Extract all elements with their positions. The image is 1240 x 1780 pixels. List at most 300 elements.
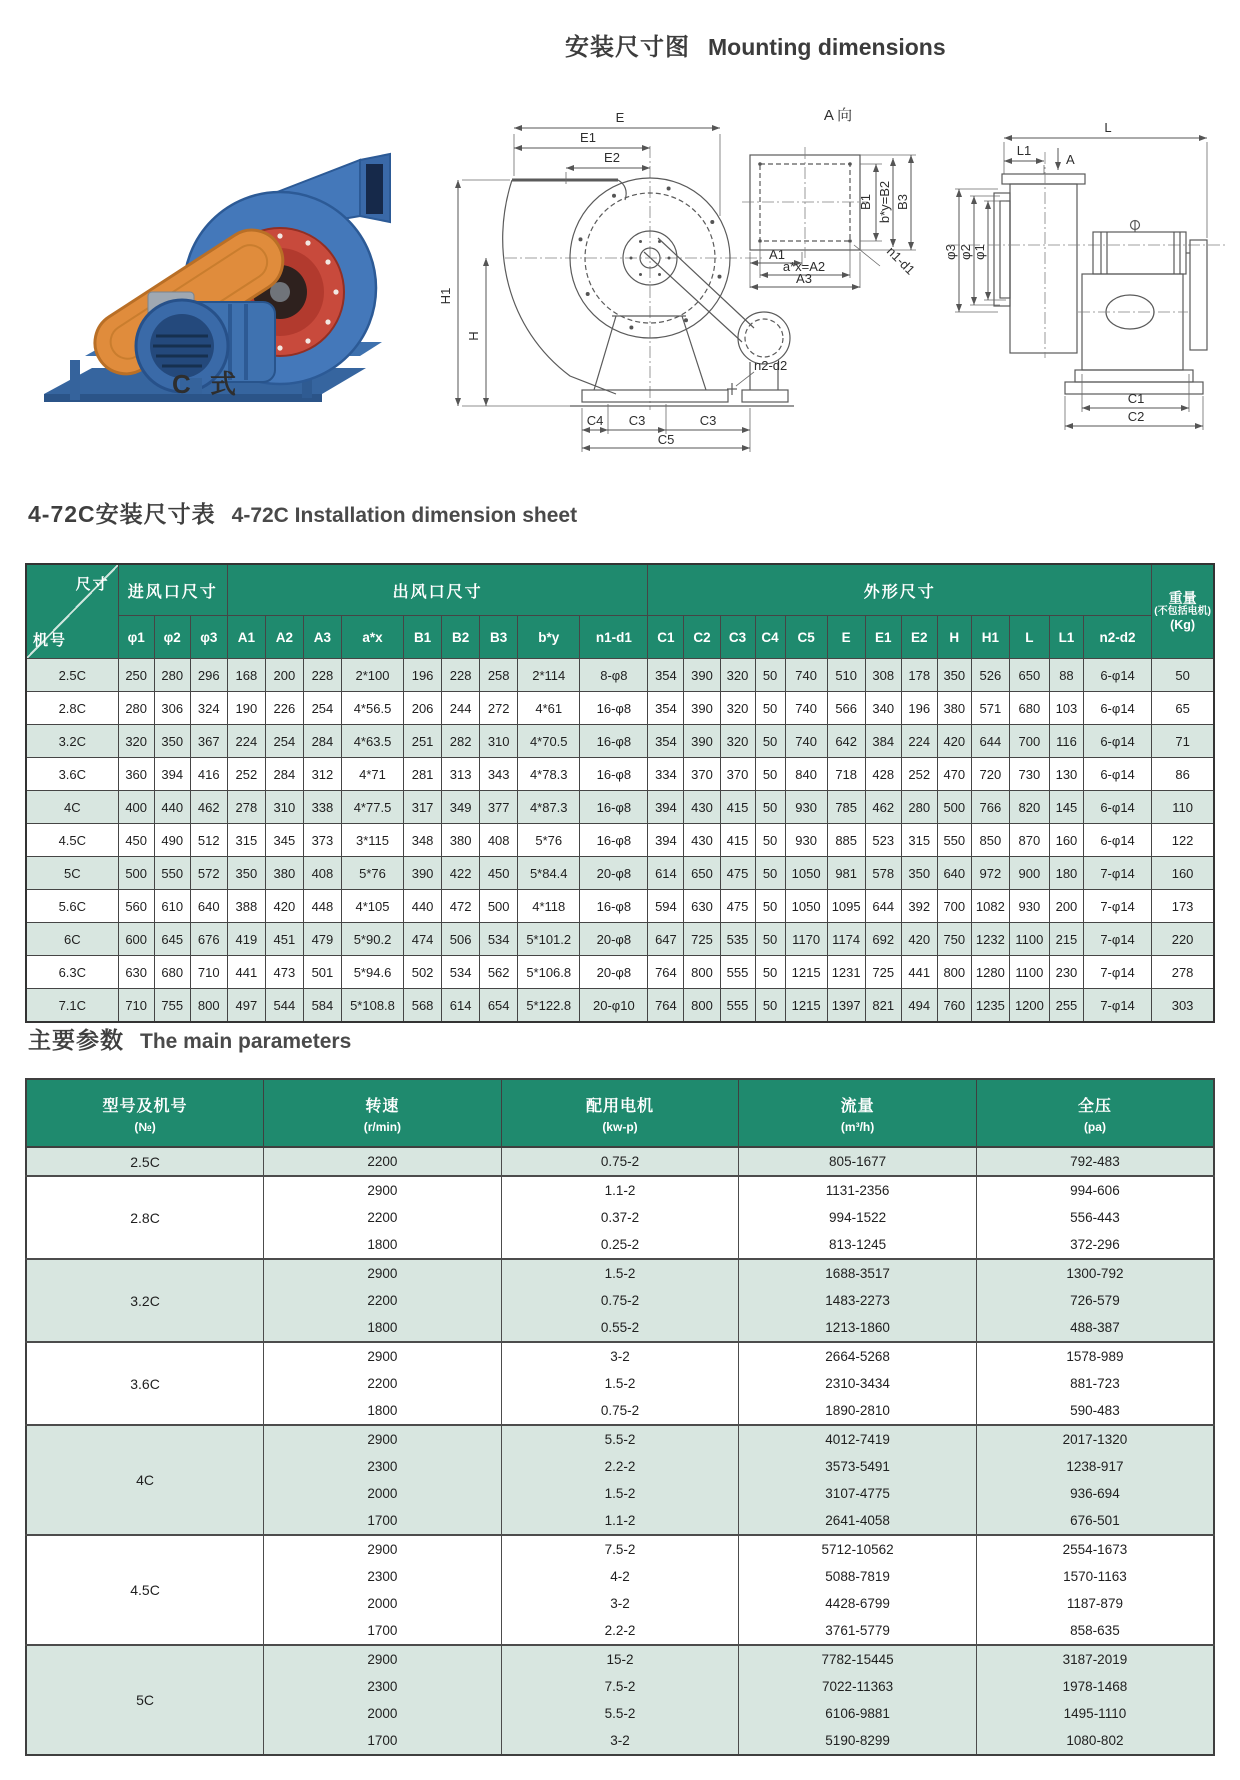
param-value-cell: 1570-1163 xyxy=(976,1563,1214,1590)
param-header-pressure xyxy=(976,1079,1214,1147)
dim-row-3.2C xyxy=(26,725,1214,758)
param-value-cell: 7782-15445 xyxy=(739,1645,977,1673)
dim-value-cell: 220 xyxy=(1152,923,1214,956)
dim-label-e2: E2 xyxy=(604,150,620,165)
dim-label-n1-d1: n1-d1 xyxy=(883,243,918,278)
dim-col-header: A1 xyxy=(227,616,265,659)
param-value-cell: 4-2 xyxy=(501,1563,739,1590)
param-table-title xyxy=(28,1022,351,1055)
rear-view-drawing xyxy=(930,90,1240,440)
param-value-cell: 2200 xyxy=(264,1204,502,1231)
param-value-cell: 7.5-2 xyxy=(501,1535,739,1563)
dim-value-cell: 50 xyxy=(755,824,785,857)
param-value-cell: 4428-6799 xyxy=(739,1590,977,1617)
dim-value-cell: 50 xyxy=(1152,659,1214,692)
dim-value-cell: 644 xyxy=(971,725,1009,758)
dim-label-h1: H1 xyxy=(438,287,453,305)
param-row-3.2C xyxy=(26,1259,1214,1287)
dim-group-outline: 外形尺寸 xyxy=(648,564,1152,616)
dim-label-c2: C2 xyxy=(1127,409,1145,424)
dim-value-cell: 710 xyxy=(190,956,227,989)
param-value-cell: 2000 xyxy=(264,1480,502,1507)
param-value-cell: 2900 xyxy=(264,1259,502,1287)
param-value-cell: 1978-1468 xyxy=(976,1673,1214,1700)
dim-value-cell: 2*114 xyxy=(518,659,580,692)
dim-value-cell: 560 xyxy=(118,890,154,923)
dim-value-cell: 755 xyxy=(154,989,190,1023)
dim-col-header: C5 xyxy=(785,616,827,659)
dim-value-cell: 562 xyxy=(480,956,518,989)
dim-value-cell: 306 xyxy=(154,692,190,725)
dim-value-cell: 200 xyxy=(1049,890,1083,923)
dim-value-cell: 16-φ8 xyxy=(580,725,648,758)
dim-label-l1: L1 xyxy=(1016,143,1032,158)
dim-value-cell: 367 xyxy=(190,725,227,758)
dim-value-cell: 614 xyxy=(442,989,480,1023)
dim-table-body xyxy=(26,659,1214,1023)
param-value-cell: 1.5-2 xyxy=(501,1370,739,1397)
param-value-cell: 0.37-2 xyxy=(501,1204,739,1231)
dim-value-cell: 400 xyxy=(118,791,154,824)
dim-value-cell: 500 xyxy=(118,857,154,890)
dim-value-cell: 228 xyxy=(442,659,480,692)
dim-model-cell: 5.6C xyxy=(26,890,118,923)
dim-value-cell: 278 xyxy=(1152,956,1214,989)
param-value-cell: 2900 xyxy=(264,1535,502,1563)
param-model-cell: 3.2C xyxy=(26,1259,264,1342)
dim-value-cell: 1280 xyxy=(971,956,1009,989)
param-value-cell: 1800 xyxy=(264,1397,502,1425)
dim-table-title-en: 4-72C Installation dimension sheet xyxy=(231,504,578,527)
dim-row-5.6C xyxy=(26,890,1214,923)
param-header-pressure-zh: 全压 xyxy=(1077,1097,1112,1115)
dim-value-cell: 384 xyxy=(865,725,901,758)
dim-value-cell: 566 xyxy=(827,692,865,725)
dim-value-cell: 394 xyxy=(648,824,684,857)
dim-value-cell: 900 xyxy=(1009,857,1049,890)
dim-value-cell: 475 xyxy=(720,857,755,890)
param-value-cell: 2641-4058 xyxy=(739,1507,977,1535)
dim-row-4C xyxy=(26,791,1214,824)
dim-label-b3: B3 xyxy=(895,194,910,210)
dim-value-cell: 110 xyxy=(1152,791,1214,824)
dim-corner-bottom: 机号 xyxy=(33,632,68,649)
dim-value-cell: 50 xyxy=(755,923,785,956)
dim-value-cell: 200 xyxy=(265,659,303,692)
dim-value-cell: 710 xyxy=(118,989,154,1023)
dim-value-cell: 534 xyxy=(480,923,518,956)
dim-value-cell: 340 xyxy=(865,692,901,725)
dim-value-cell: 88 xyxy=(1049,659,1083,692)
dim-value-cell: 380 xyxy=(937,692,971,725)
param-model-cell: 4.5C xyxy=(26,1535,264,1645)
dim-label-n2-d2: n2-d2 xyxy=(754,358,788,373)
dim-value-cell: 408 xyxy=(303,857,341,890)
dim-row-4.5C xyxy=(26,824,1214,857)
dim-model-cell: 5C xyxy=(26,857,118,890)
dim-value-cell: 448 xyxy=(303,890,341,923)
param-value-cell: 0.25-2 xyxy=(501,1231,739,1259)
dim-value-cell: 430 xyxy=(684,824,720,857)
dim-weight-zh: 重量 xyxy=(1168,589,1197,606)
param-value-cell: 7.5-2 xyxy=(501,1673,739,1700)
dim-value-cell: 972 xyxy=(971,857,1009,890)
dim-value-cell: 4*118 xyxy=(518,890,580,923)
dim-value-cell: 6-φ14 xyxy=(1083,725,1151,758)
dim-value-cell: 462 xyxy=(190,791,227,824)
param-value-cell: 2200 xyxy=(264,1287,502,1314)
dim-value-cell: 441 xyxy=(227,956,265,989)
dim-value-cell: 1100 xyxy=(1009,923,1049,956)
dim-value-cell: 600 xyxy=(118,923,154,956)
dim-group-inlet: 进风口尺寸 xyxy=(118,564,227,616)
param-value-cell: 726-579 xyxy=(976,1287,1214,1314)
dim-value-cell: 130 xyxy=(1049,758,1083,791)
dim-table-title xyxy=(28,496,577,529)
dim-model-cell: 7.1C xyxy=(26,989,118,1023)
dim-label-b2: b*y=B2 xyxy=(877,180,892,224)
param-model-cell: 4C xyxy=(26,1425,264,1535)
dim-value-cell: 1082 xyxy=(971,890,1009,923)
dim-value-cell: 840 xyxy=(785,758,827,791)
dim-value-cell: 50 xyxy=(755,692,785,725)
dim-value-cell: 451 xyxy=(265,923,303,956)
dim-col-header: b*y xyxy=(518,616,580,659)
param-value-cell: 2200 xyxy=(264,1370,502,1397)
param-value-cell: 2900 xyxy=(264,1645,502,1673)
dim-value-cell: 16-φ8 xyxy=(580,791,648,824)
param-row-2.8C xyxy=(26,1176,1214,1204)
param-value-cell: 0.75-2 xyxy=(501,1287,739,1314)
dim-value-cell: 725 xyxy=(865,956,901,989)
param-value-cell: 2300 xyxy=(264,1563,502,1590)
dim-label-a2: a*x=A2 xyxy=(782,259,826,274)
dim-label-e: E xyxy=(615,110,625,125)
dim-value-cell: 284 xyxy=(265,758,303,791)
dim-value-cell: 764 xyxy=(648,989,684,1023)
param-header-model-unit: (№) xyxy=(134,1119,156,1134)
dim-value-cell: 4*78.3 xyxy=(518,758,580,791)
dim-value-cell: 296 xyxy=(190,659,227,692)
dim-value-cell: 555 xyxy=(720,956,755,989)
dim-value-cell: 228 xyxy=(303,659,341,692)
param-value-cell: 3573-5491 xyxy=(739,1453,977,1480)
dim-value-cell: 315 xyxy=(227,824,265,857)
dim-value-cell: 440 xyxy=(154,791,190,824)
dim-corner-top: 尺寸 xyxy=(75,576,110,593)
dim-value-cell: 392 xyxy=(901,890,937,923)
dim-value-cell: 7-φ14 xyxy=(1083,890,1151,923)
dim-value-cell: 4*77.5 xyxy=(341,791,403,824)
param-value-cell: 2.2-2 xyxy=(501,1617,739,1645)
dim-value-cell: 1397 xyxy=(827,989,865,1023)
dim-value-cell: 244 xyxy=(442,692,480,725)
dim-row-6C xyxy=(26,923,1214,956)
dim-value-cell: 415 xyxy=(720,824,755,857)
param-value-cell: 1700 xyxy=(264,1617,502,1645)
dim-col-header: E2 xyxy=(901,616,937,659)
dim-value-cell: 420 xyxy=(937,725,971,758)
dim-col-header: C3 xyxy=(720,616,755,659)
dim-value-cell: 281 xyxy=(404,758,442,791)
dim-value-cell: 572 xyxy=(190,857,227,890)
dim-value-cell: 526 xyxy=(971,659,1009,692)
dim-value-cell: 494 xyxy=(901,989,937,1023)
dim-value-cell: 6-φ14 xyxy=(1083,659,1151,692)
dim-value-cell: 196 xyxy=(901,692,937,725)
dim-col-header: n1-d1 xyxy=(580,616,648,659)
dim-value-cell: 740 xyxy=(785,659,827,692)
dim-value-cell: 50 xyxy=(755,989,785,1023)
param-table-title-zh: 主要参数 xyxy=(28,1027,124,1053)
param-table-body xyxy=(26,1147,1214,1755)
dim-value-cell: 4*61 xyxy=(518,692,580,725)
param-value-cell: 805-1677 xyxy=(739,1147,977,1176)
param-model-cell: 5C xyxy=(26,1645,264,1755)
dim-row-2.5C xyxy=(26,659,1214,692)
dim-value-cell: 308 xyxy=(865,659,901,692)
dim-value-cell: 6-φ14 xyxy=(1083,692,1151,725)
param-value-cell: 2664-5268 xyxy=(739,1342,977,1370)
dim-value-cell: 390 xyxy=(404,857,442,890)
dim-value-cell: 390 xyxy=(684,692,720,725)
dim-table-title-zh: 4-72C安装尺寸表 xyxy=(28,501,216,527)
dim-value-cell: 390 xyxy=(684,659,720,692)
dim-value-cell: 350 xyxy=(154,725,190,758)
dim-value-cell: 360 xyxy=(118,758,154,791)
dim-col-header: B2 xyxy=(442,616,480,659)
param-value-cell: 7022-11363 xyxy=(739,1673,977,1700)
dim-value-cell: 377 xyxy=(480,791,518,824)
dim-value-cell: 640 xyxy=(937,857,971,890)
param-value-cell: 1238-917 xyxy=(976,1453,1214,1480)
dim-value-cell: 86 xyxy=(1152,758,1214,791)
param-header-flow xyxy=(739,1079,977,1147)
param-row-2.5C xyxy=(26,1147,1214,1176)
dim-value-cell: 647 xyxy=(648,923,684,956)
dim-model-cell: 6C xyxy=(26,923,118,956)
param-header-speed-unit: (r/min) xyxy=(363,1119,402,1134)
dim-value-cell: 680 xyxy=(1009,692,1049,725)
dim-value-cell: 388 xyxy=(227,890,265,923)
dim-value-cell: 65 xyxy=(1152,692,1214,725)
dim-value-cell: 206 xyxy=(404,692,442,725)
dim-value-cell: 196 xyxy=(404,659,442,692)
dim-value-cell: 16-φ8 xyxy=(580,692,648,725)
param-value-cell: 5.5-2 xyxy=(501,1700,739,1727)
dim-value-cell: 800 xyxy=(937,956,971,989)
dim-value-cell: 7-φ14 xyxy=(1083,989,1151,1023)
dim-value-cell: 354 xyxy=(648,725,684,758)
param-value-cell: 590-483 xyxy=(976,1397,1214,1425)
dim-value-cell: 630 xyxy=(684,890,720,923)
dim-value-cell: 1232 xyxy=(971,923,1009,956)
dim-value-cell: 502 xyxy=(404,956,442,989)
installation-dimension-table xyxy=(25,563,1215,1023)
dim-value-cell: 5*76 xyxy=(518,824,580,857)
dim-weight-unit: (Kg) xyxy=(1170,618,1196,633)
dim-value-cell: 122 xyxy=(1152,824,1214,857)
dim-value-cell: 50 xyxy=(755,890,785,923)
page-title xyxy=(565,26,946,63)
dim-value-cell: 7-φ14 xyxy=(1083,857,1151,890)
dim-value-cell: 473 xyxy=(265,956,303,989)
dim-col-header: φ1 xyxy=(118,616,154,659)
dim-value-cell: 317 xyxy=(404,791,442,824)
dim-value-cell: 740 xyxy=(785,725,827,758)
dim-value-cell: 6-φ14 xyxy=(1083,824,1151,857)
dim-label-c4: C4 xyxy=(586,413,604,428)
dim-value-cell: 578 xyxy=(865,857,901,890)
dim-value-cell: 2*100 xyxy=(341,659,403,692)
dim-value-cell: 500 xyxy=(937,791,971,824)
dim-value-cell: 310 xyxy=(480,725,518,758)
param-value-cell: 1800 xyxy=(264,1314,502,1342)
dim-value-cell: 885 xyxy=(827,824,865,857)
dim-value-cell: 324 xyxy=(190,692,227,725)
dim-value-cell: 430 xyxy=(684,791,720,824)
param-value-cell: 1080-802 xyxy=(976,1727,1214,1755)
param-value-cell: 2900 xyxy=(264,1176,502,1204)
param-value-cell: 1213-1860 xyxy=(739,1314,977,1342)
dim-value-cell: 315 xyxy=(901,824,937,857)
param-value-cell: 6106-9881 xyxy=(739,1700,977,1727)
param-value-cell: 3761-5779 xyxy=(739,1617,977,1645)
dim-col-header: φ2 xyxy=(154,616,190,659)
dim-col-header: n2-d2 xyxy=(1083,616,1151,659)
dim-value-cell: 4*87.3 xyxy=(518,791,580,824)
dim-value-cell: 490 xyxy=(154,824,190,857)
dim-value-cell: 390 xyxy=(684,725,720,758)
dim-value-cell: 497 xyxy=(227,989,265,1023)
dim-value-cell: 700 xyxy=(937,890,971,923)
dim-value-cell: 506 xyxy=(442,923,480,956)
param-value-cell: 372-296 xyxy=(976,1231,1214,1259)
dim-model-cell: 3.6C xyxy=(26,758,118,791)
dim-value-cell: 255 xyxy=(1049,989,1083,1023)
dim-label-c3-left: C3 xyxy=(628,413,646,428)
dim-value-cell: 440 xyxy=(404,890,442,923)
dim-value-cell: 215 xyxy=(1049,923,1083,956)
dim-value-cell: 254 xyxy=(303,692,341,725)
dim-value-cell: 725 xyxy=(684,923,720,956)
param-value-cell: 5190-8299 xyxy=(739,1727,977,1755)
param-value-cell: 1578-989 xyxy=(976,1342,1214,1370)
dim-value-cell: 252 xyxy=(901,758,937,791)
param-header-flow-unit: (m³/h) xyxy=(840,1119,875,1134)
dim-value-cell: 71 xyxy=(1152,725,1214,758)
param-value-cell: 2300 xyxy=(264,1453,502,1480)
dim-model-cell: 4.5C xyxy=(26,824,118,857)
dim-value-cell: 20-φ8 xyxy=(580,857,648,890)
dim-value-cell: 450 xyxy=(480,857,518,890)
dim-value-cell: 345 xyxy=(265,824,303,857)
dim-value-cell: 252 xyxy=(227,758,265,791)
dim-corner-cell xyxy=(26,564,118,659)
dim-value-cell: 4*105 xyxy=(341,890,403,923)
param-header-motor-zh: 配用电机 xyxy=(585,1097,654,1115)
dim-value-cell: 501 xyxy=(303,956,341,989)
dim-value-cell: 116 xyxy=(1049,725,1083,758)
param-value-cell: 994-1522 xyxy=(739,1204,977,1231)
page-title-en: Mounting dimensions xyxy=(708,34,946,60)
param-value-cell: 0.75-2 xyxy=(501,1397,739,1425)
param-value-cell: 2000 xyxy=(264,1700,502,1727)
dim-value-cell: 350 xyxy=(901,857,937,890)
dim-value-cell: 584 xyxy=(303,989,341,1023)
dim-value-cell: 680 xyxy=(154,956,190,989)
dim-value-cell: 6-φ14 xyxy=(1083,758,1151,791)
param-value-cell: 1.5-2 xyxy=(501,1259,739,1287)
dim-value-cell: 850 xyxy=(971,824,1009,857)
param-value-cell: 3-2 xyxy=(501,1590,739,1617)
dim-value-cell: 3*115 xyxy=(341,824,403,857)
dim-value-cell: 550 xyxy=(937,824,971,857)
dim-value-cell: 474 xyxy=(404,923,442,956)
dim-value-cell: 462 xyxy=(865,791,901,824)
dim-value-cell: 4*70.5 xyxy=(518,725,580,758)
dim-value-cell: 20-φ8 xyxy=(580,923,648,956)
dim-value-cell: 160 xyxy=(1049,824,1083,857)
dim-label-l: L xyxy=(1104,120,1112,135)
dim-value-cell: 510 xyxy=(827,659,865,692)
dim-value-cell: 50 xyxy=(755,857,785,890)
dim-value-cell: 555 xyxy=(720,989,755,1023)
dim-value-cell: 650 xyxy=(684,857,720,890)
dim-value-cell: 5*101.2 xyxy=(518,923,580,956)
dim-value-cell: 1170 xyxy=(785,923,827,956)
dim-value-cell: 676 xyxy=(190,923,227,956)
dim-value-cell: 5*106.8 xyxy=(518,956,580,989)
dim-column-headers xyxy=(26,616,1214,659)
dim-value-cell: 284 xyxy=(303,725,341,758)
param-value-cell: 2900 xyxy=(264,1425,502,1453)
param-value-cell: 3-2 xyxy=(501,1342,739,1370)
param-table-head xyxy=(26,1079,1214,1147)
dim-value-cell: 630 xyxy=(118,956,154,989)
dim-value-cell: 479 xyxy=(303,923,341,956)
dim-row-7.1C xyxy=(26,989,1214,1023)
dim-value-cell: 8-φ8 xyxy=(580,659,648,692)
dim-value-cell: 614 xyxy=(648,857,684,890)
dim-value-cell: 930 xyxy=(785,791,827,824)
dim-value-cell: 5*84.4 xyxy=(518,857,580,890)
param-header-motor-unit: (kw-p) xyxy=(602,1119,638,1134)
param-model-cell: 3.6C xyxy=(26,1342,264,1425)
dim-col-header: E1 xyxy=(865,616,901,659)
dim-value-cell: 16-φ8 xyxy=(580,758,648,791)
dim-value-cell: 350 xyxy=(227,857,265,890)
dim-model-cell: 6.3C xyxy=(26,956,118,989)
dim-value-cell: 415 xyxy=(720,791,755,824)
dim-value-cell: 4*71 xyxy=(341,758,403,791)
dim-weight-note: (不包括电机) xyxy=(1154,606,1211,618)
dim-value-cell: 50 xyxy=(755,725,785,758)
dim-value-cell: 190 xyxy=(227,692,265,725)
dim-value-cell: 760 xyxy=(937,989,971,1023)
param-value-cell: 3187-2019 xyxy=(976,1645,1214,1673)
dim-col-header: B3 xyxy=(480,616,518,659)
param-value-cell: 2017-1320 xyxy=(976,1425,1214,1453)
dim-value-cell: 5*90.2 xyxy=(341,923,403,956)
param-value-cell: 5712-10562 xyxy=(739,1535,977,1563)
dim-value-cell: 394 xyxy=(648,791,684,824)
dim-value-cell: 50 xyxy=(755,956,785,989)
dim-value-cell: 272 xyxy=(480,692,518,725)
dim-value-cell: 16-φ8 xyxy=(580,890,648,923)
dim-model-cell: 2.8C xyxy=(26,692,118,725)
param-header-pressure-unit: (pa) xyxy=(1083,1119,1106,1134)
